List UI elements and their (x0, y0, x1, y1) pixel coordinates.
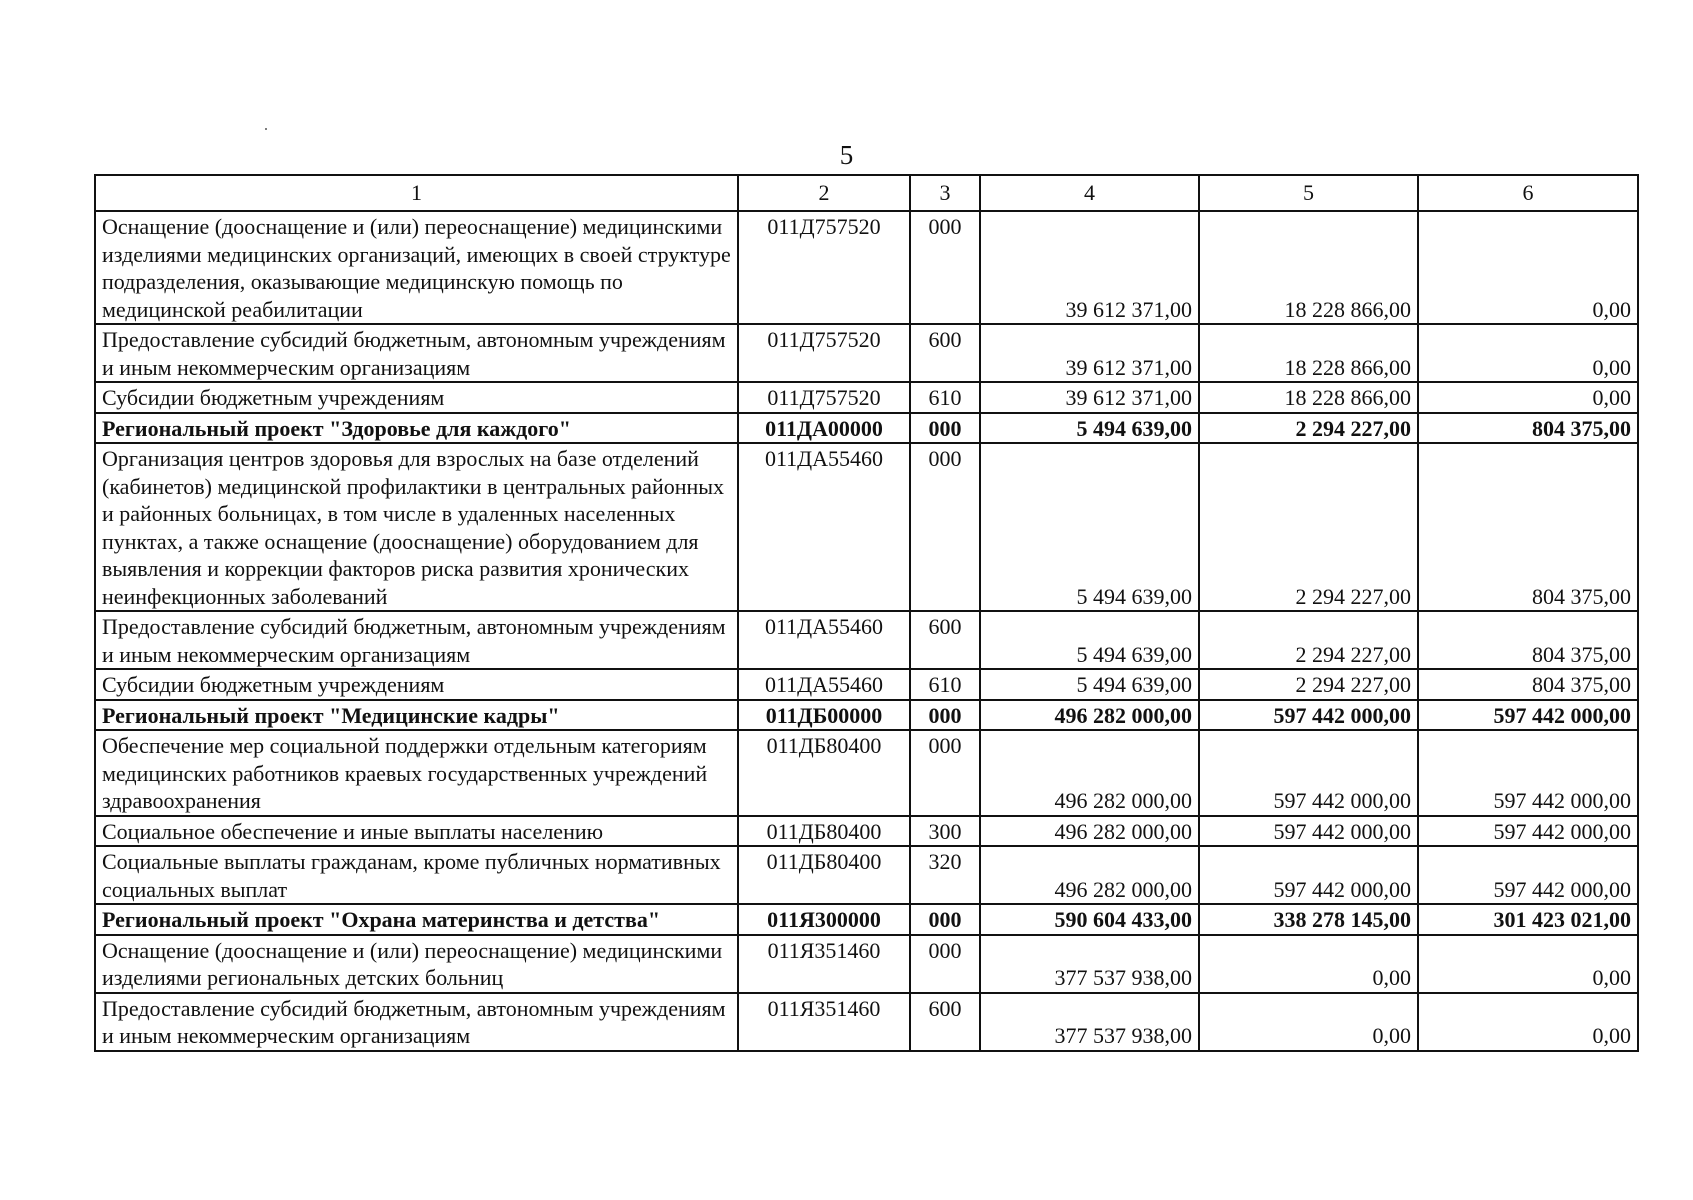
amount-col4-cell: 377 537 938,00 (980, 993, 1199, 1051)
expense-type-cell: 000 (910, 443, 980, 611)
amount-col5-cell: 338 278 145,00 (1199, 904, 1418, 935)
amount-col4-cell: 496 282 000,00 (980, 846, 1199, 904)
amount-col5-cell: 18 228 866,00 (1199, 382, 1418, 413)
expense-type-cell: 320 (910, 846, 980, 904)
target-code-cell: 011Я300000 (738, 904, 910, 935)
row-name-cell: Предоставление субсидий бюджетным, автономным учреждениям и иным некоммерческим организациям (95, 324, 738, 382)
row-name-cell: Региональный проект "Охрана материнства и детства" (95, 904, 738, 935)
amount-col5-cell: 2 294 227,00 (1199, 443, 1418, 611)
amount-col6-cell: 0,00 (1418, 382, 1638, 413)
amount-col5-cell: 2 294 227,00 (1199, 413, 1418, 444)
amount-col6-cell: 597 442 000,00 (1418, 816, 1638, 847)
target-code-cell: 011ДБ00000 (738, 700, 910, 731)
amount-col6-cell: 301 423 021,00 (1418, 904, 1638, 935)
expense-type-cell: 600 (910, 993, 980, 1051)
target-code-cell: 011Д757520 (738, 211, 910, 324)
column-number-row (95, 175, 1638, 211)
row-name-cell: Социальные выплаты гражданам, кроме публичных нормативных социальных выплат (95, 846, 738, 904)
amount-col6-cell: 597 442 000,00 (1418, 730, 1638, 816)
target-code-cell: 011ДБ80400 (738, 846, 910, 904)
target-code-cell: 011Я351460 (738, 935, 910, 993)
table-row (95, 904, 1638, 935)
table-row (95, 700, 1638, 731)
amount-col4-cell: 496 282 000,00 (980, 700, 1199, 731)
amount-col4-cell: 5 494 639,00 (980, 669, 1199, 700)
amount-col5-cell: 597 442 000,00 (1199, 846, 1418, 904)
amount-col4-cell: 39 612 371,00 (980, 324, 1199, 382)
expense-type-cell: 000 (910, 211, 980, 324)
expense-type-cell: 000 (910, 413, 980, 444)
amount-col6-cell: 597 442 000,00 (1418, 700, 1638, 731)
amount-col6-cell: 597 442 000,00 (1418, 846, 1638, 904)
row-name-cell: Социальное обеспечение и иные выплаты населению (95, 816, 738, 847)
row-name-cell: Предоставление субсидий бюджетным, автономным учреждениям и иным некоммерческим организациям (95, 611, 738, 669)
expense-type-cell: 610 (910, 382, 980, 413)
table-row (95, 993, 1638, 1051)
column-header: 2 (738, 175, 910, 211)
column-header: 1 (95, 175, 738, 211)
table-row (95, 816, 1638, 847)
amount-col5-cell: 18 228 866,00 (1199, 211, 1418, 324)
table-row (95, 935, 1638, 993)
column-header: 4 (980, 175, 1199, 211)
row-name-cell: Организация центров здоровья для взрослых на базе отделений (кабинетов) медицинской профилактики в центральных районных и районных больницах, в том числе в удаленных населенных пунктах, а также оснащение (дооснащение) оборудованием для выявления и коррекции факторов риска развития хронических неинфекционных заболеваний (95, 443, 738, 611)
amount-col5-cell: 0,00 (1199, 935, 1418, 993)
amount-col4-cell: 496 282 000,00 (980, 730, 1199, 816)
table-row (95, 611, 1638, 669)
target-code-cell: 011ДА55460 (738, 669, 910, 700)
expense-type-cell: 000 (910, 935, 980, 993)
expense-type-cell: 610 (910, 669, 980, 700)
table-row (95, 669, 1638, 700)
expense-type-cell: 600 (910, 611, 980, 669)
amount-col6-cell: 0,00 (1418, 324, 1638, 382)
amount-col5-cell: 18 228 866,00 (1199, 324, 1418, 382)
target-code-cell: 011ДА55460 (738, 443, 910, 611)
row-name-cell: Обеспечение мер социальной поддержки отдельным категориям медицинских работников краевых государственных учреждений здравоохранения (95, 730, 738, 816)
row-name-cell: Оснащение (дооснащение и (или) переоснащение) медицинскими изделиями медицинских организаций, имеющих в своей структуре подразделения, оказывающие медицинскую помощь по медицинской реабилитации (95, 211, 738, 324)
table-row (95, 443, 1638, 611)
table-row (95, 730, 1638, 816)
amount-col4-cell: 377 537 938,00 (980, 935, 1199, 993)
amount-col5-cell: 597 442 000,00 (1199, 700, 1418, 731)
page-number: 5 (839, 140, 854, 170)
table-row (95, 846, 1638, 904)
target-code-cell: 011Я351460 (738, 993, 910, 1051)
table-row (95, 211, 1638, 324)
row-name-cell: Оснащение (дооснащение и (или) переоснащение) медицинскими изделиями региональных детских больниц (95, 935, 738, 993)
expense-type-cell: 600 (910, 324, 980, 382)
amount-col6-cell: 0,00 (1418, 993, 1638, 1051)
amount-col6-cell: 804 375,00 (1418, 669, 1638, 700)
target-code-cell: 011ДБ80400 (738, 730, 910, 816)
table-row (95, 382, 1638, 413)
amount-col5-cell: 2 294 227,00 (1199, 669, 1418, 700)
amount-col6-cell: 0,00 (1418, 935, 1638, 993)
budget-table (94, 174, 1639, 1052)
amount-col5-cell: 597 442 000,00 (1199, 816, 1418, 847)
target-code-cell: 011ДА55460 (738, 611, 910, 669)
amount-col4-cell: 496 282 000,00 (980, 816, 1199, 847)
target-code-cell: 011Д757520 (738, 324, 910, 382)
amount-col4-cell: 5 494 639,00 (980, 443, 1199, 611)
amount-col4-cell: 590 604 433,00 (980, 904, 1199, 935)
row-name-cell: Региональный проект "Медицинские кадры" (95, 700, 738, 731)
column-header: 5 (1199, 175, 1418, 211)
amount-col6-cell: 804 375,00 (1418, 611, 1638, 669)
expense-type-cell: 000 (910, 700, 980, 731)
target-code-cell: 011Д757520 (738, 382, 910, 413)
column-header: 6 (1418, 175, 1638, 211)
expense-type-cell: 300 (910, 816, 980, 847)
column-header: 3 (910, 175, 980, 211)
table-row (95, 413, 1638, 444)
row-name-cell: Региональный проект "Здоровье для каждого" (95, 413, 738, 444)
target-code-cell: 011ДА00000 (738, 413, 910, 444)
amount-col6-cell: 804 375,00 (1418, 413, 1638, 444)
amount-col4-cell: 5 494 639,00 (980, 413, 1199, 444)
row-name-cell: Субсидии бюджетным учреждениям (95, 382, 738, 413)
target-code-cell: 011ДБ80400 (738, 816, 910, 847)
table-row (95, 324, 1638, 382)
expense-type-cell: 000 (910, 904, 980, 935)
amount-col6-cell: 0,00 (1418, 211, 1638, 324)
amount-col4-cell: 39 612 371,00 (980, 382, 1199, 413)
amount-col5-cell: 597 442 000,00 (1199, 730, 1418, 816)
row-name-cell: Предоставление субсидий бюджетным, автономным учреждениям и иным некоммерческим организациям (95, 993, 738, 1051)
row-name-cell: Субсидии бюджетным учреждениям (95, 669, 738, 700)
amount-col5-cell: 2 294 227,00 (1199, 611, 1418, 669)
amount-col6-cell: 804 375,00 (1418, 443, 1638, 611)
amount-col4-cell: 5 494 639,00 (980, 611, 1199, 669)
scan-speck (265, 128, 267, 130)
expense-type-cell: 000 (910, 730, 980, 816)
amount-col5-cell: 0,00 (1199, 993, 1418, 1051)
amount-col4-cell: 39 612 371,00 (980, 211, 1199, 324)
